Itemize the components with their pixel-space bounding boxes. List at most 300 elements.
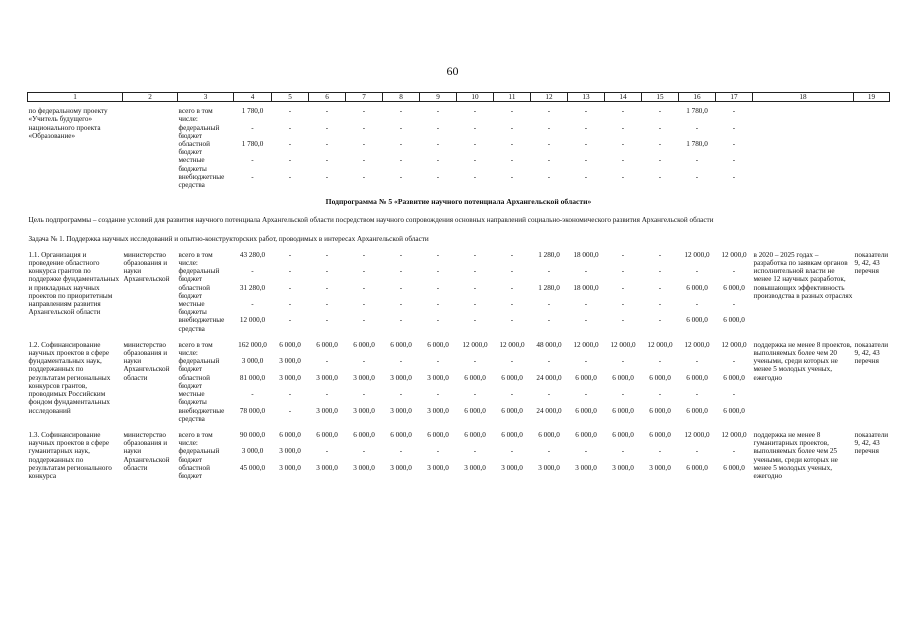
funding-source: федеральный бюджет: [178, 447, 220, 464]
amount-cell: 6 000,0: [575, 430, 597, 439]
amount-cell: -: [325, 357, 329, 366]
budget-row: [28, 251, 890, 267]
amount-cell: 3 000,0: [538, 463, 560, 472]
amount-cell: 12 000,0: [499, 340, 525, 349]
amount-cell: 12 000,0: [647, 340, 673, 349]
amount-cell: 1 780,0: [686, 107, 708, 116]
column-number-4: 4: [234, 93, 272, 102]
amount-cell: 48 000,0: [536, 340, 562, 349]
executor: министерство образования и науки Архангельской области: [123, 430, 170, 472]
amount-cell: 12 000,0: [721, 430, 747, 439]
column-number-2: 2: [123, 93, 178, 102]
amount-cell: -: [436, 172, 440, 181]
column-number-12: 12: [531, 93, 568, 102]
amount-cell: 6 000,0: [612, 430, 634, 439]
amount-cell: -: [251, 156, 254, 165]
amount-cell: -: [436, 300, 440, 309]
amount-cell: -: [584, 156, 588, 165]
amount-cell: 6 000,0: [686, 316, 708, 325]
amount-cell: -: [473, 390, 477, 399]
amount-cell: 3 000,0: [241, 447, 264, 456]
amount-cell: 6 000,0: [612, 406, 634, 415]
amount-cell: 6 000,0: [390, 340, 412, 349]
amount-cell: -: [251, 300, 254, 309]
amount-cell: -: [362, 390, 366, 399]
amount-cell: -: [732, 123, 736, 132]
amount-cell: -: [436, 140, 440, 149]
amount-cell: -: [325, 107, 329, 116]
amount-cell: 6 000,0: [649, 430, 671, 439]
amount-cell: -: [325, 447, 329, 456]
amount-cell: 3 000,0: [575, 463, 597, 472]
amount-cell: -: [473, 300, 477, 309]
amount-cell: -: [584, 123, 588, 132]
amount-cell: -: [288, 390, 292, 399]
amount-cell: -: [732, 267, 736, 276]
amount-cell: 6 000,0: [316, 430, 338, 439]
amount-cell: 6 000,0: [723, 316, 745, 325]
amount-cell: -: [658, 172, 662, 181]
amount-cell: -: [621, 316, 625, 325]
amount-cell: -: [510, 107, 514, 116]
amount-cell: 3 000,0: [279, 357, 301, 366]
activity-description: 1.3. Софинансирование научных проектов в сфере гуманитарных наук, поддержанных по результатам регионального конкурса: [28, 430, 112, 480]
amount-cell: -: [251, 390, 254, 399]
amount-cell: 6 000,0: [390, 430, 412, 439]
column-number-6: 6: [309, 93, 346, 102]
amount-cell: -: [621, 107, 625, 116]
amount-cell: -: [547, 390, 551, 399]
amount-cell: -: [510, 447, 514, 456]
amount-cell: -: [547, 107, 551, 116]
amount-cell: -: [399, 140, 403, 149]
amount-cell: 43 280,0: [239, 250, 266, 259]
amount-cell: -: [288, 406, 292, 415]
amount-cell: -: [658, 123, 662, 132]
funding-source: федеральный бюджет: [178, 123, 220, 140]
amount-cell: 3 000,0: [390, 463, 412, 472]
column-number-13: 13: [568, 93, 605, 102]
amount-cell: -: [473, 283, 477, 292]
amount-cell: 24 000,0: [536, 406, 562, 415]
amount-cell: -: [584, 300, 588, 309]
amount-cell: -: [732, 357, 736, 366]
amount-cell: -: [658, 390, 662, 399]
amount-cell: 6 000,0: [723, 283, 745, 292]
amount-cell: 90 000,0: [239, 430, 266, 439]
amount-cell: -: [658, 107, 662, 116]
amount-cell: -: [658, 283, 662, 292]
executor: министерство образования и науки Архангельской: [123, 250, 170, 284]
amount-cell: -: [436, 267, 440, 276]
task: Задача № 1. Поддержка научных исследований и опытно-конструкторских работ, проводимых в интересах Архангельской области: [28, 234, 429, 243]
amount-cell: 18 000,0: [573, 250, 599, 259]
amount-cell: -: [621, 283, 625, 292]
page-number: 60: [446, 64, 459, 78]
amount-cell: -: [325, 123, 329, 132]
amount-cell: -: [288, 156, 292, 165]
expected-result: [753, 107, 854, 189]
amount-cell: -: [584, 390, 588, 399]
amount-cell: -: [362, 107, 366, 116]
indicator-reference: показатели 9, 42, 43 перечня: [854, 340, 889, 366]
amount-cell: -: [325, 267, 329, 276]
amount-cell: -: [658, 447, 662, 456]
amount-cell: -: [695, 172, 699, 181]
indicator-reference: показатели 9, 42, 43 перечня: [854, 430, 889, 456]
funding-source: всего в том числе:: [178, 340, 213, 358]
amount-cell: -: [399, 300, 403, 309]
amount-cell: -: [473, 267, 477, 276]
amount-cell: -: [473, 123, 477, 132]
amount-cell: -: [547, 316, 551, 325]
amount-cell: -: [436, 447, 440, 456]
funding-source: местные бюджеты: [178, 156, 207, 173]
funding-source: местные бюджеты: [178, 390, 207, 407]
amount-cell: 3 000,0: [279, 463, 301, 472]
amount-cell: -: [695, 156, 699, 165]
amount-cell: -: [510, 316, 514, 325]
funding-source: областной бюджет: [178, 283, 210, 300]
amount-cell: 3 000,0: [427, 406, 449, 415]
amount-cell: -: [473, 316, 477, 325]
amount-cell: 24 000,0: [536, 373, 562, 382]
amount-cell: 6 000,0: [723, 406, 745, 415]
amount-cell: 12 000,0: [462, 340, 488, 349]
amount-cell: -: [510, 250, 514, 259]
amount-cell: -: [510, 283, 514, 292]
amount-cell: 6 000,0: [723, 373, 745, 382]
amount-cell: -: [584, 267, 588, 276]
amount-cell: 3 000,0: [241, 357, 264, 366]
column-number-1: 1: [28, 93, 123, 102]
amount-cell: 3 000,0: [390, 406, 412, 415]
funding-source: местные бюджеты: [178, 300, 207, 317]
column-number-9: 9: [420, 93, 457, 102]
amount-cell: 6 000,0: [538, 430, 560, 439]
program-table: [27, 92, 890, 480]
amount-cell: -: [584, 357, 588, 366]
amount-cell: 162 000,0: [238, 340, 267, 349]
amount-cell: -: [621, 357, 625, 366]
amount-cell: 1 280,0: [538, 283, 560, 292]
amount-cell: 1 780,0: [241, 140, 264, 149]
spacer-row: [28, 333, 890, 341]
amount-cell: 6 000,0: [612, 373, 634, 382]
spacer-row: [28, 423, 890, 431]
amount-cell: -: [436, 250, 440, 259]
budget-row: [28, 431, 890, 447]
amount-cell: 6 000,0: [686, 283, 708, 292]
amount-cell: 6 000,0: [575, 406, 597, 415]
amount-cell: -: [362, 357, 366, 366]
amount-cell: 3 000,0: [649, 463, 671, 472]
amount-cell: 12 000,0: [239, 316, 266, 325]
amount-cell: -: [621, 300, 625, 309]
amount-cell: -: [732, 156, 736, 165]
funding-source: всего в том числе:: [178, 250, 213, 268]
amount-cell: 6 000,0: [464, 406, 486, 415]
amount-cell: 3 000,0: [464, 463, 486, 472]
funding-source: внебюджетные средства: [178, 406, 225, 423]
amount-cell: 3 000,0: [501, 463, 523, 472]
amount-cell: -: [510, 300, 514, 309]
amount-cell: 3 000,0: [390, 373, 412, 382]
task-row: [28, 231, 890, 249]
amount-cell: 6 000,0: [464, 430, 486, 439]
funding-source: областной бюджет: [178, 463, 210, 480]
amount-cell: 6 000,0: [316, 340, 338, 349]
amount-cell: -: [621, 172, 625, 181]
amount-cell: -: [584, 140, 588, 149]
amount-cell: -: [695, 123, 699, 132]
amount-cell: -: [547, 447, 551, 456]
executor: [123, 107, 178, 189]
amount-cell: 1 780,0: [686, 140, 708, 149]
amount-cell: 3 000,0: [612, 463, 634, 472]
indicator-reference: показатели 9, 42, 43 перечня: [854, 250, 889, 276]
amount-cell: 3 000,0: [353, 373, 375, 382]
amount-cell: -: [399, 447, 403, 456]
column-number-3: 3: [178, 93, 234, 102]
amount-cell: 3 000,0: [427, 463, 449, 472]
amount-cell: -: [658, 140, 662, 149]
amount-cell: -: [510, 172, 514, 181]
goal-row: [28, 212, 890, 230]
amount-cell: -: [436, 123, 440, 132]
funding-source: областной бюджет: [178, 373, 210, 390]
amount-cell: -: [510, 390, 514, 399]
amount-cell: -: [325, 390, 329, 399]
amount-cell: -: [288, 123, 292, 132]
amount-cell: -: [436, 390, 440, 399]
amount-cell: 6 000,0: [575, 373, 597, 382]
column-number-7: 7: [346, 93, 383, 102]
amount-cell: -: [362, 250, 366, 259]
activity-description: 1.2. Софинансирование научных проектов в сфере фундаментальных наук, поддержанных по результатам региональных конкурсов грантов, проводимых Российским фондом фундаментальных исследований: [28, 340, 111, 415]
amount-cell: -: [584, 107, 588, 116]
subprogram-title-row: [28, 192, 890, 212]
funding-source: федеральный бюджет: [178, 267, 220, 284]
amount-cell: -: [288, 300, 292, 309]
amount-cell: -: [695, 300, 699, 309]
amount-cell: 12 000,0: [684, 250, 710, 259]
amount-cell: -: [695, 357, 699, 366]
amount-cell: -: [732, 140, 736, 149]
amount-cell: -: [399, 283, 403, 292]
amount-cell: -: [362, 140, 366, 149]
amount-cell: 6 000,0: [464, 373, 486, 382]
amount-cell: -: [325, 250, 329, 259]
amount-cell: -: [399, 390, 403, 399]
amount-cell: -: [362, 283, 366, 292]
amount-cell: 3 000,0: [279, 373, 301, 382]
amount-cell: -: [473, 156, 477, 165]
amount-cell: -: [584, 172, 588, 181]
amount-cell: -: [658, 316, 662, 325]
amount-cell: -: [584, 447, 588, 456]
funding-source: всего в том числе:: [178, 107, 213, 124]
amount-cell: 6 000,0: [353, 340, 375, 349]
amount-cell: 3 000,0: [279, 447, 301, 456]
amount-cell: -: [436, 156, 440, 165]
amount-cell: -: [510, 357, 514, 366]
amount-cell: -: [325, 316, 329, 325]
amount-cell: 6 000,0: [686, 463, 708, 472]
indicator-reference: [854, 107, 890, 189]
funding-source: внебюджетные средства: [178, 172, 225, 190]
expected-result: поддержка не менее 8 гуманитарных проектов, выполняемых более чем 25 учеными, среди которых не менее 5 молодых ученых, ежегодно: [753, 430, 838, 480]
amount-cell: -: [621, 123, 625, 132]
amount-cell: -: [732, 447, 736, 456]
amount-cell: 6 000,0: [723, 463, 745, 472]
activity-description: 1.1. Организация и проведение областного конкурса грантов по поддержке фундаментальных и прикладных научных проектов по приоритетным направлениям развития Архангельской области: [28, 250, 120, 317]
column-number-19: 19: [854, 93, 890, 102]
amount-cell: -: [399, 123, 403, 132]
amount-cell: -: [547, 267, 551, 276]
amount-cell: -: [547, 357, 551, 366]
amount-cell: 6 000,0: [501, 406, 523, 415]
amount-cell: 6 000,0: [649, 406, 671, 415]
amount-cell: -: [473, 172, 477, 181]
funding-source: внебюджетные средства: [178, 316, 225, 333]
column-number-10: 10: [457, 93, 494, 102]
amount-cell: -: [325, 300, 329, 309]
amount-cell: 3 000,0: [316, 406, 338, 415]
amount-cell: -: [621, 250, 625, 259]
amount-cell: -: [399, 156, 403, 165]
amount-cell: -: [362, 447, 366, 456]
amount-cell: -: [473, 357, 477, 366]
amount-cell: 6 000,0: [501, 373, 523, 382]
amount-cell: 3 000,0: [353, 406, 375, 415]
amount-cell: -: [288, 140, 292, 149]
spacer-cell: [28, 423, 890, 431]
amount-cell: -: [547, 172, 551, 181]
amount-cell: 6 000,0: [501, 430, 523, 439]
amount-cell: -: [473, 107, 477, 116]
amount-cell: 6 000,0: [686, 406, 708, 415]
amount-cell: 1 280,0: [538, 250, 560, 259]
amount-cell: -: [658, 300, 662, 309]
amount-cell: -: [510, 156, 514, 165]
amount-cell: 3 000,0: [316, 373, 338, 382]
amount-cell: -: [436, 283, 440, 292]
amount-cell: -: [399, 316, 403, 325]
column-number-18: 18: [753, 93, 854, 102]
expected-result: в 2020 – 2025 годах – разработка по заявкам органов исполнительной власти не менее 12 научных разработок, повышающих эффективность производства в разных отраслях: [753, 250, 853, 300]
amount-cell: 12 000,0: [573, 340, 599, 349]
amount-cell: -: [473, 447, 477, 456]
amount-cell: -: [436, 107, 440, 116]
amount-cell: -: [362, 267, 366, 276]
amount-cell: -: [732, 172, 736, 181]
amount-cell: 6 000,0: [279, 340, 301, 349]
amount-cell: -: [621, 390, 625, 399]
amount-cell: 6 000,0: [353, 430, 375, 439]
amount-cell: -: [584, 316, 588, 325]
amount-cell: -: [732, 107, 736, 116]
amount-cell: 6 000,0: [279, 430, 301, 439]
activity-description: по федеральному проекту «Учитель будущего» национального проекта «Образование»: [28, 107, 108, 140]
amount-cell: -: [621, 140, 625, 149]
column-number-14: 14: [605, 93, 642, 102]
column-number-5: 5: [272, 93, 309, 102]
amount-cell: 6 000,0: [427, 340, 449, 349]
budget-row: [28, 107, 890, 123]
amount-cell: -: [436, 357, 440, 366]
amount-cell: 12 000,0: [721, 340, 747, 349]
amount-cell: -: [399, 107, 403, 116]
amount-cell: 6 000,0: [649, 373, 671, 382]
goal: Цель подпрограммы – создание условий для развития научного потенциала Архангельской области посредством научного сопровождения основных направлений социально-экономического развития Архангельской области: [28, 216, 714, 225]
funding-source: федеральный бюджет: [178, 357, 220, 374]
amount-cell: -: [658, 357, 662, 366]
amount-cell: 12 000,0: [684, 430, 710, 439]
amount-cell: -: [251, 172, 254, 181]
amount-cell: -: [399, 357, 403, 366]
subprogram-title: Подпрограмма № 5 «Развитие научного потенциала Архангельской области»: [325, 197, 592, 207]
amount-cell: -: [362, 156, 366, 165]
amount-cell: -: [288, 316, 292, 325]
column-number-16: 16: [679, 93, 716, 102]
amount-cell: -: [510, 140, 514, 149]
amount-cell: 12 000,0: [684, 340, 710, 349]
amount-cell: -: [510, 267, 514, 276]
column-number-11: 11: [494, 93, 531, 102]
amount-cell: -: [362, 300, 366, 309]
amount-cell: 31 280,0: [239, 283, 266, 292]
amount-cell: -: [399, 250, 403, 259]
funding-source: областной бюджет: [178, 140, 210, 157]
amount-cell: -: [547, 156, 551, 165]
amount-cell: -: [288, 283, 292, 292]
amount-cell: -: [288, 172, 292, 181]
amount-cell: -: [547, 300, 551, 309]
budget-row: [28, 341, 890, 357]
amount-cell: -: [399, 172, 403, 181]
amount-cell: -: [473, 140, 477, 149]
column-number-row: [28, 93, 890, 102]
amount-cell: -: [695, 390, 699, 399]
amount-cell: 12 000,0: [610, 340, 636, 349]
amount-cell: 6 000,0: [686, 373, 708, 382]
amount-cell: -: [362, 316, 366, 325]
amount-cell: -: [658, 267, 662, 276]
amount-cell: 18 000,0: [573, 283, 599, 292]
amount-cell: -: [547, 140, 551, 149]
amount-cell: -: [732, 390, 736, 399]
column-number-15: 15: [642, 93, 679, 102]
amount-cell: -: [473, 250, 477, 259]
amount-cell: -: [621, 447, 625, 456]
amount-cell: 3 000,0: [427, 373, 449, 382]
amount-cell: 81 000,0: [239, 373, 266, 382]
funding-source: всего в том числе:: [178, 430, 213, 448]
amount-cell: -: [325, 283, 329, 292]
amount-cell: -: [732, 300, 736, 309]
amount-cell: -: [288, 267, 292, 276]
amount-cell: -: [288, 250, 292, 259]
amount-cell: -: [436, 316, 440, 325]
amount-cell: -: [325, 156, 329, 165]
amount-cell: 6 000,0: [427, 430, 449, 439]
amount-cell: -: [658, 156, 662, 165]
amount-cell: -: [695, 267, 699, 276]
amount-cell: -: [251, 267, 254, 276]
amount-cell: 78 000,0: [239, 406, 266, 415]
spacer-cell: [28, 333, 890, 341]
